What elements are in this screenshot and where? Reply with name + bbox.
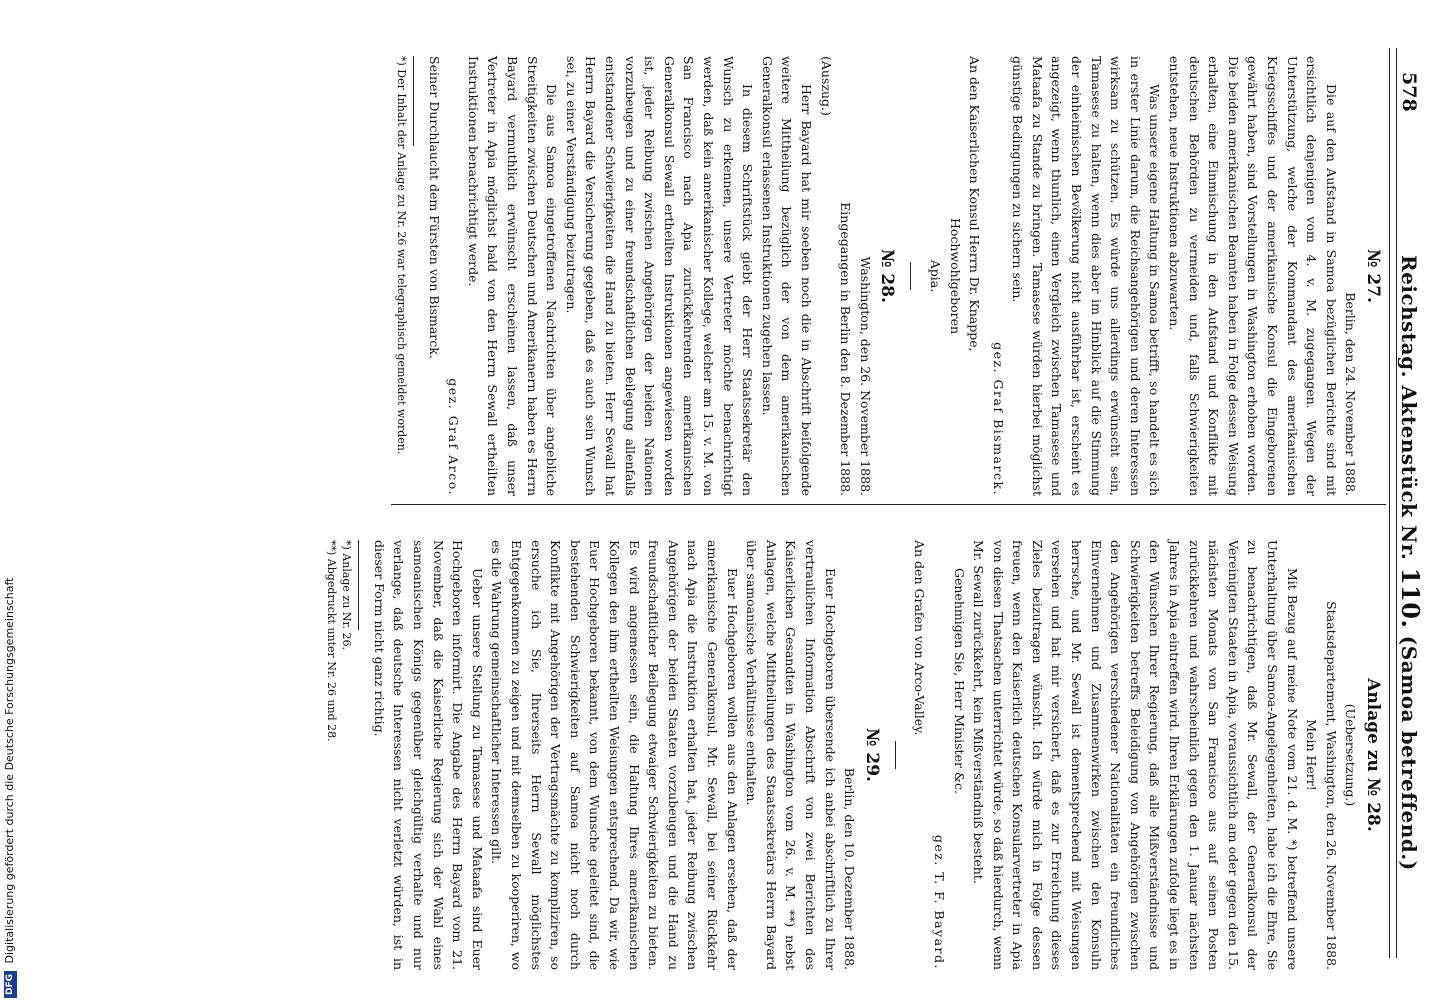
paragraph-29-3: Ueber unsere Stellung zu Tamasese und Mataafa sind Euer Hochgeboren informirt. Die Angabe des Herrn Bayard vom 21. November, daß die Kaiserliche Regierung sich der Wahl eines samoanischen Königs gegenüber gleichgültig verhalte und nur verlange, daß deutsche Interessen nicht verletzt würden, ist in dieser Form nicht ganz richtig. bbox=[371, 540, 485, 970]
left-column bbox=[394, 56, 1386, 496]
uebersetzung-label: (Uebersetzung.) bbox=[1343, 703, 1359, 807]
dateline-anlage: Staatsdepartement, Washington, den 26. November 1888. bbox=[1323, 601, 1339, 970]
signature-28: gez. Graf Arco. bbox=[446, 378, 462, 496]
document-number-29: № 29. bbox=[861, 728, 882, 782]
footnote-rule-left bbox=[413, 56, 414, 146]
place-apia: Apia. bbox=[927, 259, 943, 293]
dfg-logo: DFG bbox=[4, 971, 17, 998]
digitization-note bbox=[2, 0, 18, 1000]
anlage-title: Anlage zu № 28. bbox=[1363, 678, 1383, 832]
paragraph-28-1: Herr Bayard hat mir soeben noch die in Abschrift beifolgende weitere Mittheilung bezüglich der von dem amerikanischen Generalkonsul erlassenen Instruktionen zugehen lassen. bbox=[759, 56, 814, 496]
footnote-right-a: *) Anlage zu Nr. 26. bbox=[340, 540, 354, 650]
separator-rule-right bbox=[895, 741, 896, 769]
dateline-29: Berlin, den 10. Dezember 1888. bbox=[842, 767, 858, 970]
paragraph-29-1: Euer Hochgeboren übersende ich anbei abschriftlich zu Ihrer vertraulichen Information Abschrift von zwei Berichten des Kaiserlichen Gesandten in Washington vom 26. v. M. **) nebst Anlagen, welche Mittheilungen des Staatssekretärs Herrn Bayard über samoanische Verhältnisse enthalten. bbox=[744, 540, 838, 970]
addressee-28: Seiner Durchlaucht dem Fürsten von Bismarck. bbox=[426, 56, 442, 359]
header-rule-bottom bbox=[1389, 48, 1390, 958]
column-divider bbox=[391, 504, 1386, 505]
digitization-text: Digitalisierung gefördert durch die Deutsche Forschungsgemeinschaft bbox=[3, 577, 16, 964]
header-rule-top bbox=[1396, 48, 1397, 958]
auszug-label: (Auszug.) bbox=[818, 56, 834, 116]
page-number: 578 bbox=[1398, 72, 1420, 112]
document-number-27: № 27. bbox=[1363, 249, 1383, 303]
closing-formula: Genehmigen Sie, Herr Minister &c. bbox=[951, 568, 967, 795]
paragraph-27-1: Die auf den Aufstand in Samoa bezüglichen Berichte sind mit ersichtlich denjenigen vom 4. v. M. zugegangen. Wegen der Unterstützung, welche der Kommandant des amerikanischen Kriegsschiffes und der amerikanische Konsul die Eingeborenen gewährt haben, sind Vorstellungen in Washington erhoben worden. Die beiden amerikanischen Beamten haben in Folge dessen Weisung erhalten, eine Einmischung in den Aufstand und Konflikte mit deutschen Behörden zu vermeiden und, falls Schwierigkeiten entstehen, neue Instruktionen abzuwarten. bbox=[1167, 56, 1339, 496]
salutation: Mein Herr! bbox=[1304, 719, 1320, 791]
right-column bbox=[324, 540, 1386, 970]
addressee-anlage: An den Grafen von Arco-Valley. bbox=[912, 540, 928, 736]
running-head-number: 110. bbox=[1396, 567, 1425, 629]
paragraph-27-2: Was unsere eigene Haltung in Samoa betrifft, so handelt es sich in erster Linie darum, die Reichsangehörigen und deren Interessen wirksam zu schützen. Es würde uns allerdings erwünscht sein, Tamasese zu halten, wenn dies aber im Hinblick auf die Stimmung der einheimischen Bevölkerung nicht ausführbar ist, erscheint es angezeigt, wenn thunlich, einen Vergleich zwischen Tamasese und Mataafa zu Stande zu bringen. Tamasese würden hierbei möglichst günstige Bedingungen zu sichern sein. bbox=[1010, 56, 1163, 496]
separator-rule bbox=[910, 262, 911, 290]
dateline-28: Washington, den 26. November 1888. bbox=[857, 256, 873, 496]
signature-27: gez. Graf Bismarck. bbox=[990, 342, 1006, 496]
footnote-rule-right bbox=[358, 540, 359, 630]
received-28: Eingegangen in Berlin den 8. Dezember 1888. bbox=[838, 202, 854, 496]
paragraph-28-3: Die aus Samoa eingetroffenen Nachrichten über angebliche Streitigkeiten zwischen Deutschen und Amerikanern haben es Herrn Bayard vermuthlich erwünscht erscheinen lassen, daß unser Vertreter in Apia möglichst bald von den Herrn Sewall ertheilten Instruktionen benachrichtigt werde. bbox=[465, 56, 560, 496]
paragraph-28-2: In diesem Schriftstück giebt der Herr Staatssekretär den Wunsch zu erkennen, unsere Vertreter möchte benachrichtigt werden, daß kein amerikanischer Kollege, welcher am 15. v. M. von San Francisco nach Apia zurückkehrenden amerikanischen Generalkonsul Sewall ertheilten Instruktionen angewiesen worden ist, jeder Reibung zwischen Angehörigen der beiden Nationen vorzubeugen und zu einer freundschaftlichen Beilegung allenfalls entstandener Schwierigkeiten die Hand zu bieten. Herr Sewall hat Herrn Bayard die Versicherung gegeben, daß es auch sein Wunsch sei, zu einer Verständigung beizutragen. bbox=[563, 56, 756, 496]
signature-anlage: gez. T. F. Bayard. bbox=[931, 834, 947, 970]
footnote-left: *) Der Inhalt der Anlage zu Nr. 26 war telegraphisch gemeldet worden. bbox=[395, 56, 409, 455]
running-head-suffix: (Samoa betreffend.) bbox=[1397, 635, 1421, 871]
paragraph-anlage: Mit Bezug auf meine Note vom 21. d. M. *) betreffend unsere Unterhaltung über Samoa-Angelegenheiten, habe ich die Ehre, Sie zu benachrichtigen, daß Mr. Sewall, der Generalkonsul der Vereinigten Staaten in Apia, voraussichtlich am oder gegen den 15. nächsten Monats von San Francisco aus auf seinen Posten zurückkehren und wahrscheinlich gegen den 1. Januar nächsten Jahres in Apia eintreffen wird. Ihren Erklärungen zufolge liegt es in den Wünschen Ihrer Regierung, daß alle Mißverständnisse und Schwierigkeiten betreffs Beleidigung von Angehörigen zwischen den Angehörigen verschiedener Nationalitäten ein freundliches Einvernehmen und Zusammenwirken zwischen den Konsuln herrsche, und Mr. Sewall ist dementsprechend mit Weisungen versehen und hat mir versichert, daß es zur Erreichung dieses Zieles beizutragen wünscht. Ich würde mich in Folge dessen freuen, wenn den Kaiserlich deutschen Konsularvertreter in Apia von diesen Thatsachen unterrichtet würde, so daß hierdurch, wenn Mr. Sewall zurückkehrt, kein Mißverständniß besteht. bbox=[971, 540, 1300, 970]
document-number-28: № 28. bbox=[877, 249, 898, 303]
running-head bbox=[1396, 255, 1425, 871]
running-head-prefix: Reichstag. Aktenstück Nr. bbox=[1397, 255, 1421, 561]
addressee-27: An den Kaiserlichen Konsul Herrn Dr. Knappe, bbox=[967, 56, 983, 352]
footnote-right-b: **) Abgedruckt unter Nr. 26 und 28. bbox=[325, 540, 339, 742]
paragraph-29-2: Euer Hochgeboren wollen aus den Anlagen ersehen, daß der amerikanische Generalkonsul, Mr. Sewall, bei seiner Rückkehr nach Apia die Instruktion erhalten hat, jeder Reibung zwischen Angehörigen der beiden Staaten vorzubeugen und die Hand zu freundschaftlicher Beilegung etwaiger Schwierigkeiten zu bieten. Es wird angemessen sein, die Haltung Ihres amerikanischen Kollegen den ihm ertheilten Weisungen entsprechend. Da wir, wie Euer Hochgeboren bekannt, von dem Wunsche geleitet sind, die bestehenden Schwierigkeiten auf Samoa nicht noch durch Konflikte mit Angehörigen der Vertragsmächte zu kompliziren, so ersuche ich Sie, Ihrerseits Herrn Sewall möglichstes Entgegenkommen zu zeigen und mit demselben zu kooperiren, wo es die Wahrung gemeinschaftlicher Interessen gilt. bbox=[489, 540, 740, 970]
title-hochwohlgeboren: Hochwohlgeboren bbox=[947, 217, 963, 335]
dateline-27: Berlin, den 24. November 1888. bbox=[1343, 292, 1359, 496]
